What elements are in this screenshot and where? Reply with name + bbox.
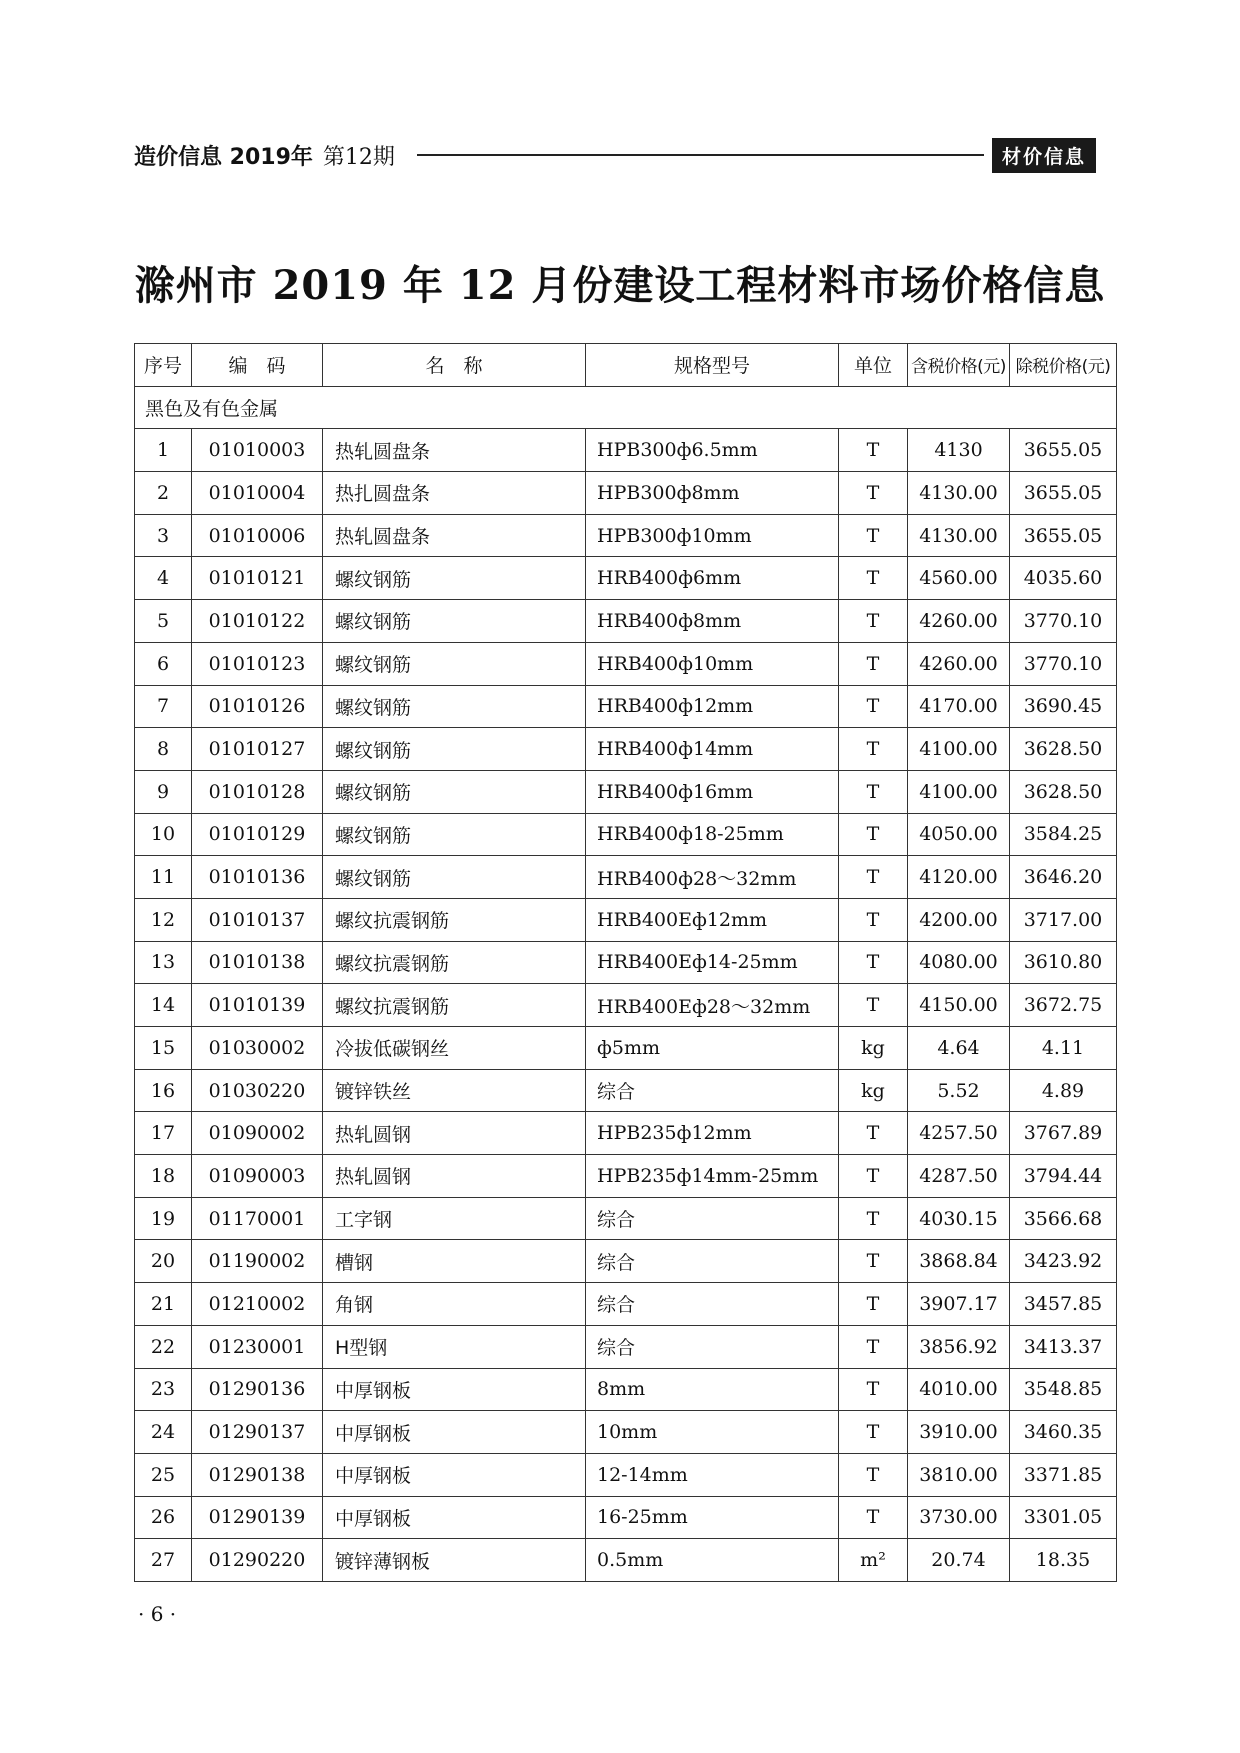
table-header-row [135, 344, 1117, 387]
cell-unit: T [839, 813, 908, 856]
category-label: 黑色及有色金属 [135, 386, 1117, 429]
cell-name: 镀锌铁丝 [323, 1069, 586, 1112]
cell-name: 中厚钢板 [323, 1411, 586, 1454]
cell-no: 4 [135, 557, 192, 600]
cell-spec: HPB300ф10mm [586, 514, 839, 557]
cell-spec: HPB300ф8mm [586, 472, 839, 515]
cell-unit: kg [839, 1027, 908, 1070]
cell-unit: T [839, 1112, 908, 1155]
cell-tax-price: 3730.00 [908, 1496, 1010, 1539]
cell-code: 01010004 [192, 472, 323, 515]
header-code: 编 码 [192, 344, 323, 387]
table-row [135, 1411, 1117, 1454]
cell-name: 螺纹钢筋 [323, 642, 586, 685]
cell-code: 01010122 [192, 600, 323, 643]
table-row [135, 1197, 1117, 1240]
cell-code: 01010138 [192, 941, 323, 984]
cell-no: 10 [135, 813, 192, 856]
table-row [135, 1112, 1117, 1155]
table-row [135, 856, 1117, 899]
table-row [135, 472, 1117, 515]
cell-unit: T [839, 642, 908, 685]
cell-no: 17 [135, 1112, 192, 1155]
cell-net-price: 3423.92 [1010, 1240, 1117, 1283]
cell-code: 01170001 [192, 1197, 323, 1240]
cell-name: 螺纹钢筋 [323, 600, 586, 643]
cell-tax-price: 4100.00 [908, 770, 1010, 813]
cell-net-price: 3655.05 [1010, 514, 1117, 557]
cell-unit: T [839, 1155, 908, 1198]
cell-name: 槽钢 [323, 1240, 586, 1283]
cell-no: 9 [135, 770, 192, 813]
table-row [135, 1069, 1117, 1112]
running-header [134, 138, 1096, 172]
cell-code: 01010006 [192, 514, 323, 557]
cell-net-price: 3566.68 [1010, 1197, 1117, 1240]
cell-code: 01290139 [192, 1496, 323, 1539]
cell-net-price: 3584.25 [1010, 813, 1117, 856]
cell-unit: T [839, 984, 908, 1027]
cell-tax-price: 4150.00 [908, 984, 1010, 1027]
cell-no: 8 [135, 728, 192, 771]
cell-spec: 10mm [586, 1411, 839, 1454]
cell-no: 16 [135, 1069, 192, 1112]
cell-net-price: 3655.05 [1010, 472, 1117, 515]
table-row [135, 898, 1117, 941]
cell-spec: 综合 [586, 1240, 839, 1283]
cell-no: 15 [135, 1027, 192, 1070]
table-row [135, 557, 1117, 600]
header-name: 名 称 [323, 344, 586, 387]
header-unit: 单位 [839, 344, 908, 387]
cell-no: 14 [135, 984, 192, 1027]
cell-tax-price: 4120.00 [908, 856, 1010, 899]
cell-name: 螺纹钢筋 [323, 685, 586, 728]
cell-spec: 16-25mm [586, 1496, 839, 1539]
cell-tax-price: 4010.00 [908, 1368, 1010, 1411]
cell-unit: T [839, 1197, 908, 1240]
cell-no: 18 [135, 1155, 192, 1198]
cell-net-price: 18.35 [1010, 1539, 1117, 1582]
header-no: 序号 [135, 344, 192, 387]
cell-name: 中厚钢板 [323, 1368, 586, 1411]
cell-code: 01190002 [192, 1240, 323, 1283]
cell-tax-price: 4260.00 [908, 642, 1010, 685]
cell-spec: HRB400ф6mm [586, 557, 839, 600]
cell-no: 20 [135, 1240, 192, 1283]
page-number: · 6 · [138, 1602, 177, 1626]
cell-net-price: 3717.00 [1010, 898, 1117, 941]
cell-net-price: 4.89 [1010, 1069, 1117, 1112]
cell-code: 01010128 [192, 770, 323, 813]
header-spec: 规格型号 [586, 344, 839, 387]
cell-unit: m² [839, 1539, 908, 1582]
cell-spec: HPB235ф12mm [586, 1112, 839, 1155]
cell-unit: T [839, 856, 908, 899]
cell-unit: T [839, 1283, 908, 1326]
cell-name: 中厚钢板 [323, 1496, 586, 1539]
cell-net-price: 3770.10 [1010, 600, 1117, 643]
table-row [135, 813, 1117, 856]
cell-spec: 综合 [586, 1197, 839, 1240]
cell-net-price: 3628.50 [1010, 770, 1117, 813]
cell-net-price: 3767.89 [1010, 1112, 1117, 1155]
cell-code: 01090003 [192, 1155, 323, 1198]
header-net-price: 除税价格(元) [1010, 344, 1117, 387]
cell-spec: 综合 [586, 1283, 839, 1326]
cell-tax-price: 4.64 [908, 1027, 1010, 1070]
cell-tax-price: 4080.00 [908, 941, 1010, 984]
table-row [135, 1027, 1117, 1070]
publication-name: 造价信息 2019年 [134, 144, 313, 170]
cell-no: 2 [135, 472, 192, 515]
cell-spec: HRB400ф18-25mm [586, 813, 839, 856]
table-row [135, 1155, 1117, 1198]
cell-no: 26 [135, 1496, 192, 1539]
cell-unit: T [839, 1240, 908, 1283]
cell-spec: HRB400Eф14-25mm [586, 941, 839, 984]
cell-name: 工字钢 [323, 1197, 586, 1240]
cell-name: 螺纹钢筋 [323, 728, 586, 771]
cell-no: 23 [135, 1368, 192, 1411]
cell-name: 热轧圆盘条 [323, 429, 586, 472]
cell-tax-price: 3856.92 [908, 1325, 1010, 1368]
cell-unit: T [839, 728, 908, 771]
cell-spec: ф5mm [586, 1027, 839, 1070]
cell-unit: T [839, 1325, 908, 1368]
cell-code: 01290136 [192, 1368, 323, 1411]
table-row [135, 1325, 1117, 1368]
cell-unit: T [839, 557, 908, 600]
table-row [135, 514, 1117, 557]
cell-no: 11 [135, 856, 192, 899]
cell-code: 01010139 [192, 984, 323, 1027]
cell-tax-price: 4257.50 [908, 1112, 1010, 1155]
table-row [135, 728, 1117, 771]
cell-code: 01290137 [192, 1411, 323, 1454]
cell-spec: HPB300ф6.5mm [586, 429, 839, 472]
cell-net-price: 4035.60 [1010, 557, 1117, 600]
cell-tax-price: 4030.15 [908, 1197, 1010, 1240]
cell-net-price: 3646.20 [1010, 856, 1117, 899]
cell-spec: 综合 [586, 1325, 839, 1368]
cell-name: 螺纹抗震钢筋 [323, 984, 586, 1027]
table-row [135, 984, 1117, 1027]
cell-tax-price: 3910.00 [908, 1411, 1010, 1454]
cell-unit: T [839, 770, 908, 813]
cell-spec: HRB400ф10mm [586, 642, 839, 685]
cell-no: 19 [135, 1197, 192, 1240]
table-row [135, 770, 1117, 813]
table-row [135, 1283, 1117, 1326]
cell-no: 7 [135, 685, 192, 728]
table-row [135, 429, 1117, 472]
cell-tax-price: 4260.00 [908, 600, 1010, 643]
cell-spec: HRB400ф16mm [586, 770, 839, 813]
cell-spec: 12-14mm [586, 1453, 839, 1496]
cell-net-price: 3628.50 [1010, 728, 1117, 771]
cell-tax-price: 4200.00 [908, 898, 1010, 941]
cell-no: 21 [135, 1283, 192, 1326]
cell-name: 螺纹钢筋 [323, 557, 586, 600]
issue-number: 第12期 [322, 144, 395, 170]
cell-code: 01230001 [192, 1325, 323, 1368]
cell-spec: HPB235ф14mm-25mm [586, 1155, 839, 1198]
cell-code: 01290138 [192, 1453, 323, 1496]
cell-net-price: 3655.05 [1010, 429, 1117, 472]
cell-code: 01030002 [192, 1027, 323, 1070]
cell-name: 螺纹抗震钢筋 [323, 941, 586, 984]
cell-unit: T [839, 472, 908, 515]
cell-tax-price: 4560.00 [908, 557, 1010, 600]
cell-spec: HRB400ф28～32mm [586, 856, 839, 899]
cell-spec: 0.5mm [586, 1539, 839, 1582]
table-row [135, 600, 1117, 643]
cell-name: 热轧圆盘条 [323, 514, 586, 557]
table-row [135, 1368, 1117, 1411]
cell-tax-price: 20.74 [908, 1539, 1010, 1582]
cell-code: 01010127 [192, 728, 323, 771]
cell-unit: kg [839, 1069, 908, 1112]
cell-unit: T [839, 1368, 908, 1411]
table-row [135, 1240, 1117, 1283]
cell-code: 01010129 [192, 813, 323, 856]
cell-unit: T [839, 685, 908, 728]
cell-tax-price: 4130.00 [908, 472, 1010, 515]
cell-code: 01010003 [192, 429, 323, 472]
cell-code: 01210002 [192, 1283, 323, 1326]
cell-no: 12 [135, 898, 192, 941]
cell-net-price: 3548.85 [1010, 1368, 1117, 1411]
cell-code: 01290220 [192, 1539, 323, 1582]
cell-net-price: 3460.35 [1010, 1411, 1117, 1454]
cell-unit: T [839, 1453, 908, 1496]
cell-tax-price: 4130.00 [908, 514, 1010, 557]
cell-name: 角钢 [323, 1283, 586, 1326]
table-row [135, 941, 1117, 984]
cell-no: 27 [135, 1539, 192, 1582]
cell-net-price: 4.11 [1010, 1027, 1117, 1070]
cell-tax-price: 4130 [908, 429, 1010, 472]
cell-tax-price: 4100.00 [908, 728, 1010, 771]
cell-no: 22 [135, 1325, 192, 1368]
cell-code: 01030220 [192, 1069, 323, 1112]
cell-no: 6 [135, 642, 192, 685]
cell-name: 螺纹钢筋 [323, 813, 586, 856]
table-row [135, 1453, 1117, 1496]
cell-spec: HRB400ф14mm [586, 728, 839, 771]
cell-net-price: 3794.44 [1010, 1155, 1117, 1198]
table-row [135, 1539, 1117, 1582]
cell-no: 3 [135, 514, 192, 557]
cell-net-price: 3371.85 [1010, 1453, 1117, 1496]
section-tag: 材价信息 [992, 138, 1096, 173]
cell-name: 螺纹抗震钢筋 [323, 898, 586, 941]
cell-name: 螺纹钢筋 [323, 770, 586, 813]
cell-no: 1 [135, 429, 192, 472]
cell-net-price: 3301.05 [1010, 1496, 1117, 1539]
page-title: 滁州市 2019 年 12 月份建设工程材料市场价格信息 [134, 262, 1106, 309]
table-row [135, 685, 1117, 728]
cell-unit: T [839, 941, 908, 984]
cell-code: 01010137 [192, 898, 323, 941]
cell-name: 中厚钢板 [323, 1453, 586, 1496]
cell-spec: HRB400Eф28～32mm [586, 984, 839, 1027]
cell-no: 5 [135, 600, 192, 643]
cell-net-price: 3672.75 [1010, 984, 1117, 1027]
cell-spec: HRB400ф8mm [586, 600, 839, 643]
cell-code: 01010136 [192, 856, 323, 899]
cell-spec: 综合 [586, 1069, 839, 1112]
cell-name: 热轧圆钢 [323, 1155, 586, 1198]
cell-tax-price: 4170.00 [908, 685, 1010, 728]
cell-code: 01010123 [192, 642, 323, 685]
cell-net-price: 3610.80 [1010, 941, 1117, 984]
table-row [135, 642, 1117, 685]
cell-net-price: 3457.85 [1010, 1283, 1117, 1326]
cell-name: 冷拔低碳钢丝 [323, 1027, 586, 1070]
cell-tax-price: 4287.50 [908, 1155, 1010, 1198]
cell-unit: T [839, 429, 908, 472]
cell-no: 13 [135, 941, 192, 984]
header-rule [417, 154, 984, 156]
table-row [135, 1496, 1117, 1539]
cell-tax-price: 5.52 [908, 1069, 1010, 1112]
cell-name: 螺纹钢筋 [323, 856, 586, 899]
cell-name: 热轧圆钢 [323, 1112, 586, 1155]
header-tax-price: 含税价格(元) [908, 344, 1010, 387]
cell-no: 25 [135, 1453, 192, 1496]
cell-spec: 8mm [586, 1368, 839, 1411]
cell-spec: HRB400ф12mm [586, 685, 839, 728]
cell-tax-price: 3907.17 [908, 1283, 1010, 1326]
cell-tax-price: 4050.00 [908, 813, 1010, 856]
cell-net-price: 3413.37 [1010, 1325, 1117, 1368]
cell-tax-price: 3810.00 [908, 1453, 1010, 1496]
cell-unit: T [839, 600, 908, 643]
cell-no: 24 [135, 1411, 192, 1454]
cell-spec: HRB400Eф12mm [586, 898, 839, 941]
category-row [135, 386, 1117, 429]
cell-code: 01010121 [192, 557, 323, 600]
cell-name: 热扎圆盘条 [323, 472, 586, 515]
cell-unit: T [839, 1411, 908, 1454]
cell-unit: T [839, 898, 908, 941]
cell-unit: T [839, 514, 908, 557]
cell-net-price: 3770.10 [1010, 642, 1117, 685]
cell-unit: T [839, 1496, 908, 1539]
cell-net-price: 3690.45 [1010, 685, 1117, 728]
cell-code: 01010126 [192, 685, 323, 728]
price-table [134, 343, 1117, 1582]
cell-tax-price: 3868.84 [908, 1240, 1010, 1283]
cell-name: 镀锌薄钢板 [323, 1539, 586, 1582]
cell-code: 01090002 [192, 1112, 323, 1155]
cell-name: H型钢 [323, 1325, 586, 1368]
